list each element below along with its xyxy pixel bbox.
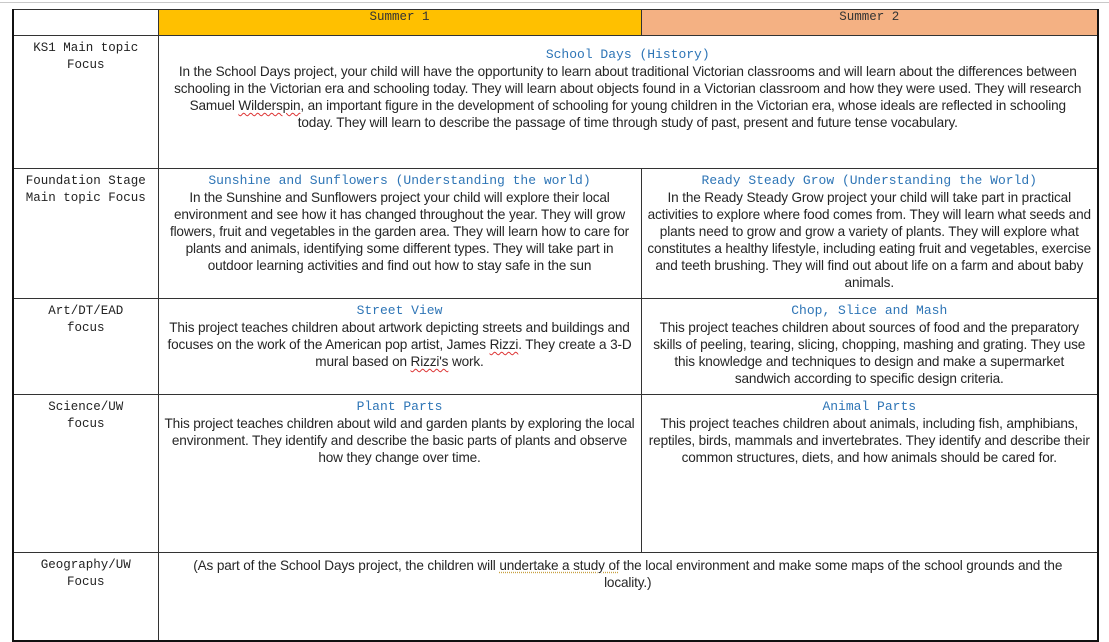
row-label-science	[13, 395, 158, 553]
spellcheck-flagged-word[interactable]: Rizzi	[489, 337, 519, 352]
description-text: This project teaches children about artwork depicting streets and buildings and focuses on the work of the American pop artist, James	[167, 320, 630, 352]
row-label-line: Geography/UW	[40, 558, 131, 572]
topic-title: Street View	[356, 303, 443, 318]
table-row-foundation	[13, 169, 1098, 299]
row-label-line: focus	[66, 417, 105, 431]
grammar-flagged-phrase[interactable]: undertake a study of	[499, 558, 620, 573]
topic-plan-table	[12, 9, 1099, 642]
window-top-divider	[0, 2, 1109, 3]
row-label-ks1	[13, 36, 158, 169]
description-text: (As part of the School Days project, the children will	[193, 558, 500, 573]
ks1-merged-cell	[158, 36, 1098, 169]
topic-description	[163, 319, 637, 370]
description-text: In the School Days project, your child will have the opportunity to learn about traditional Victorian classrooms and will learn about the differences between schooling in the Victorian era and schooling today. They will learn about objects found in a Victorian classroom and how they were used. They will research Samuel	[174, 64, 1082, 113]
row-label-line: Focus	[66, 575, 105, 589]
table-row-geography	[13, 553, 1098, 642]
geography-merged-cell	[158, 553, 1098, 642]
topic-title: Ready Steady Grow (Understanding the World)	[701, 173, 1037, 188]
topic-description	[169, 557, 1088, 591]
science-summer-1-cell	[158, 395, 641, 553]
topic-title: Plant Parts	[356, 399, 443, 414]
foundation-summer-1-cell	[158, 169, 641, 299]
topic-description: This project teaches children about animals, including fish, amphibians, reptiles, birds, mammals and invertebrates. They identify and describe their common structures, diets, and how animals should be cared for.	[648, 416, 1090, 465]
spellcheck-flagged-word[interactable]: Rizzi's	[410, 354, 449, 369]
row-label-geography	[13, 553, 158, 642]
topic-description: In the Sunshine and Sunflowers project your child will explore their local environment and see how it has changed throughout the year. They will grow flowers, fruit and vegetables in the garden area. They will learn how to care for plants and animals, identifying some different types. They will take part in outdoor learning activities and find out how to stay safe in the sun	[169, 190, 630, 273]
description-text: the local environment and make some maps of the school grounds and the locality.)	[604, 558, 1063, 590]
description-text: . They create a 3-D mural based on	[315, 337, 632, 369]
row-label-line: focus	[66, 321, 105, 335]
row-label-line: Main topic Focus	[25, 191, 146, 205]
header-corner-cell	[13, 10, 158, 36]
topic-description: This project teaches children about sources of food and the preparatory skills of peeling, tearing, slicing, chopping, mashing and grating. They use this knowledge and techniques to design and make a supermarket sandwich according to specific design criteria.	[653, 320, 1086, 386]
description-text: work.	[448, 354, 484, 369]
row-label-art	[13, 299, 158, 395]
topic-title: Animal Parts	[822, 399, 917, 414]
row-label-line: Art/DT/EAD	[48, 304, 124, 318]
row-label-line: KS1 Main topic	[33, 41, 139, 55]
header-summer-2: Summer 2	[641, 10, 1098, 36]
table-row-science	[13, 395, 1098, 553]
spellcheck-flagged-word[interactable]: Wilderspin	[238, 98, 301, 113]
table-row-art	[13, 299, 1098, 395]
table-row-ks1	[13, 36, 1098, 169]
row-label-line: Foundation Stage	[25, 174, 146, 188]
row-label-line: Focus	[66, 58, 105, 72]
foundation-summer-2-cell	[641, 169, 1098, 299]
header-summer-1: Summer 1	[158, 10, 641, 36]
row-label-line: Science/UW	[48, 400, 124, 414]
description-text: , an important figure in the development of schooling for young children in the Victorian era, whose ideals are reflected in schooling today. They will learn to describe the passage of time through study of past, present and future tense vocabulary.	[297, 98, 1066, 130]
topic-description	[173, 63, 1084, 131]
topic-title: Chop, Slice and Mash	[791, 303, 948, 318]
topic-description: In the Ready Steady Grow project your child will take part in practical activities to explore where food comes from. They will learn what seeds and plants need to grow and grow a variety of plants. They will explore what constitutes a healthy lifestyle, including eating fruit and vegetables, exercise and teeth brushing. They will find out about life on a farm and about baby animals.	[647, 190, 1092, 290]
topic-description: This project teaches children about wild and garden plants by exploring the local environment. They identify and describe the basic parts of plants and observe how they change over time.	[164, 416, 635, 465]
science-summer-2-cell	[641, 395, 1098, 553]
header-row	[13, 10, 1098, 36]
topic-title: School Days (History)	[545, 47, 710, 62]
art-summer-2-cell	[641, 299, 1098, 395]
topic-title: Sunshine and Sunflowers (Understanding the world)	[208, 173, 591, 188]
row-label-foundation	[13, 169, 158, 299]
art-summer-1-cell	[158, 299, 641, 395]
